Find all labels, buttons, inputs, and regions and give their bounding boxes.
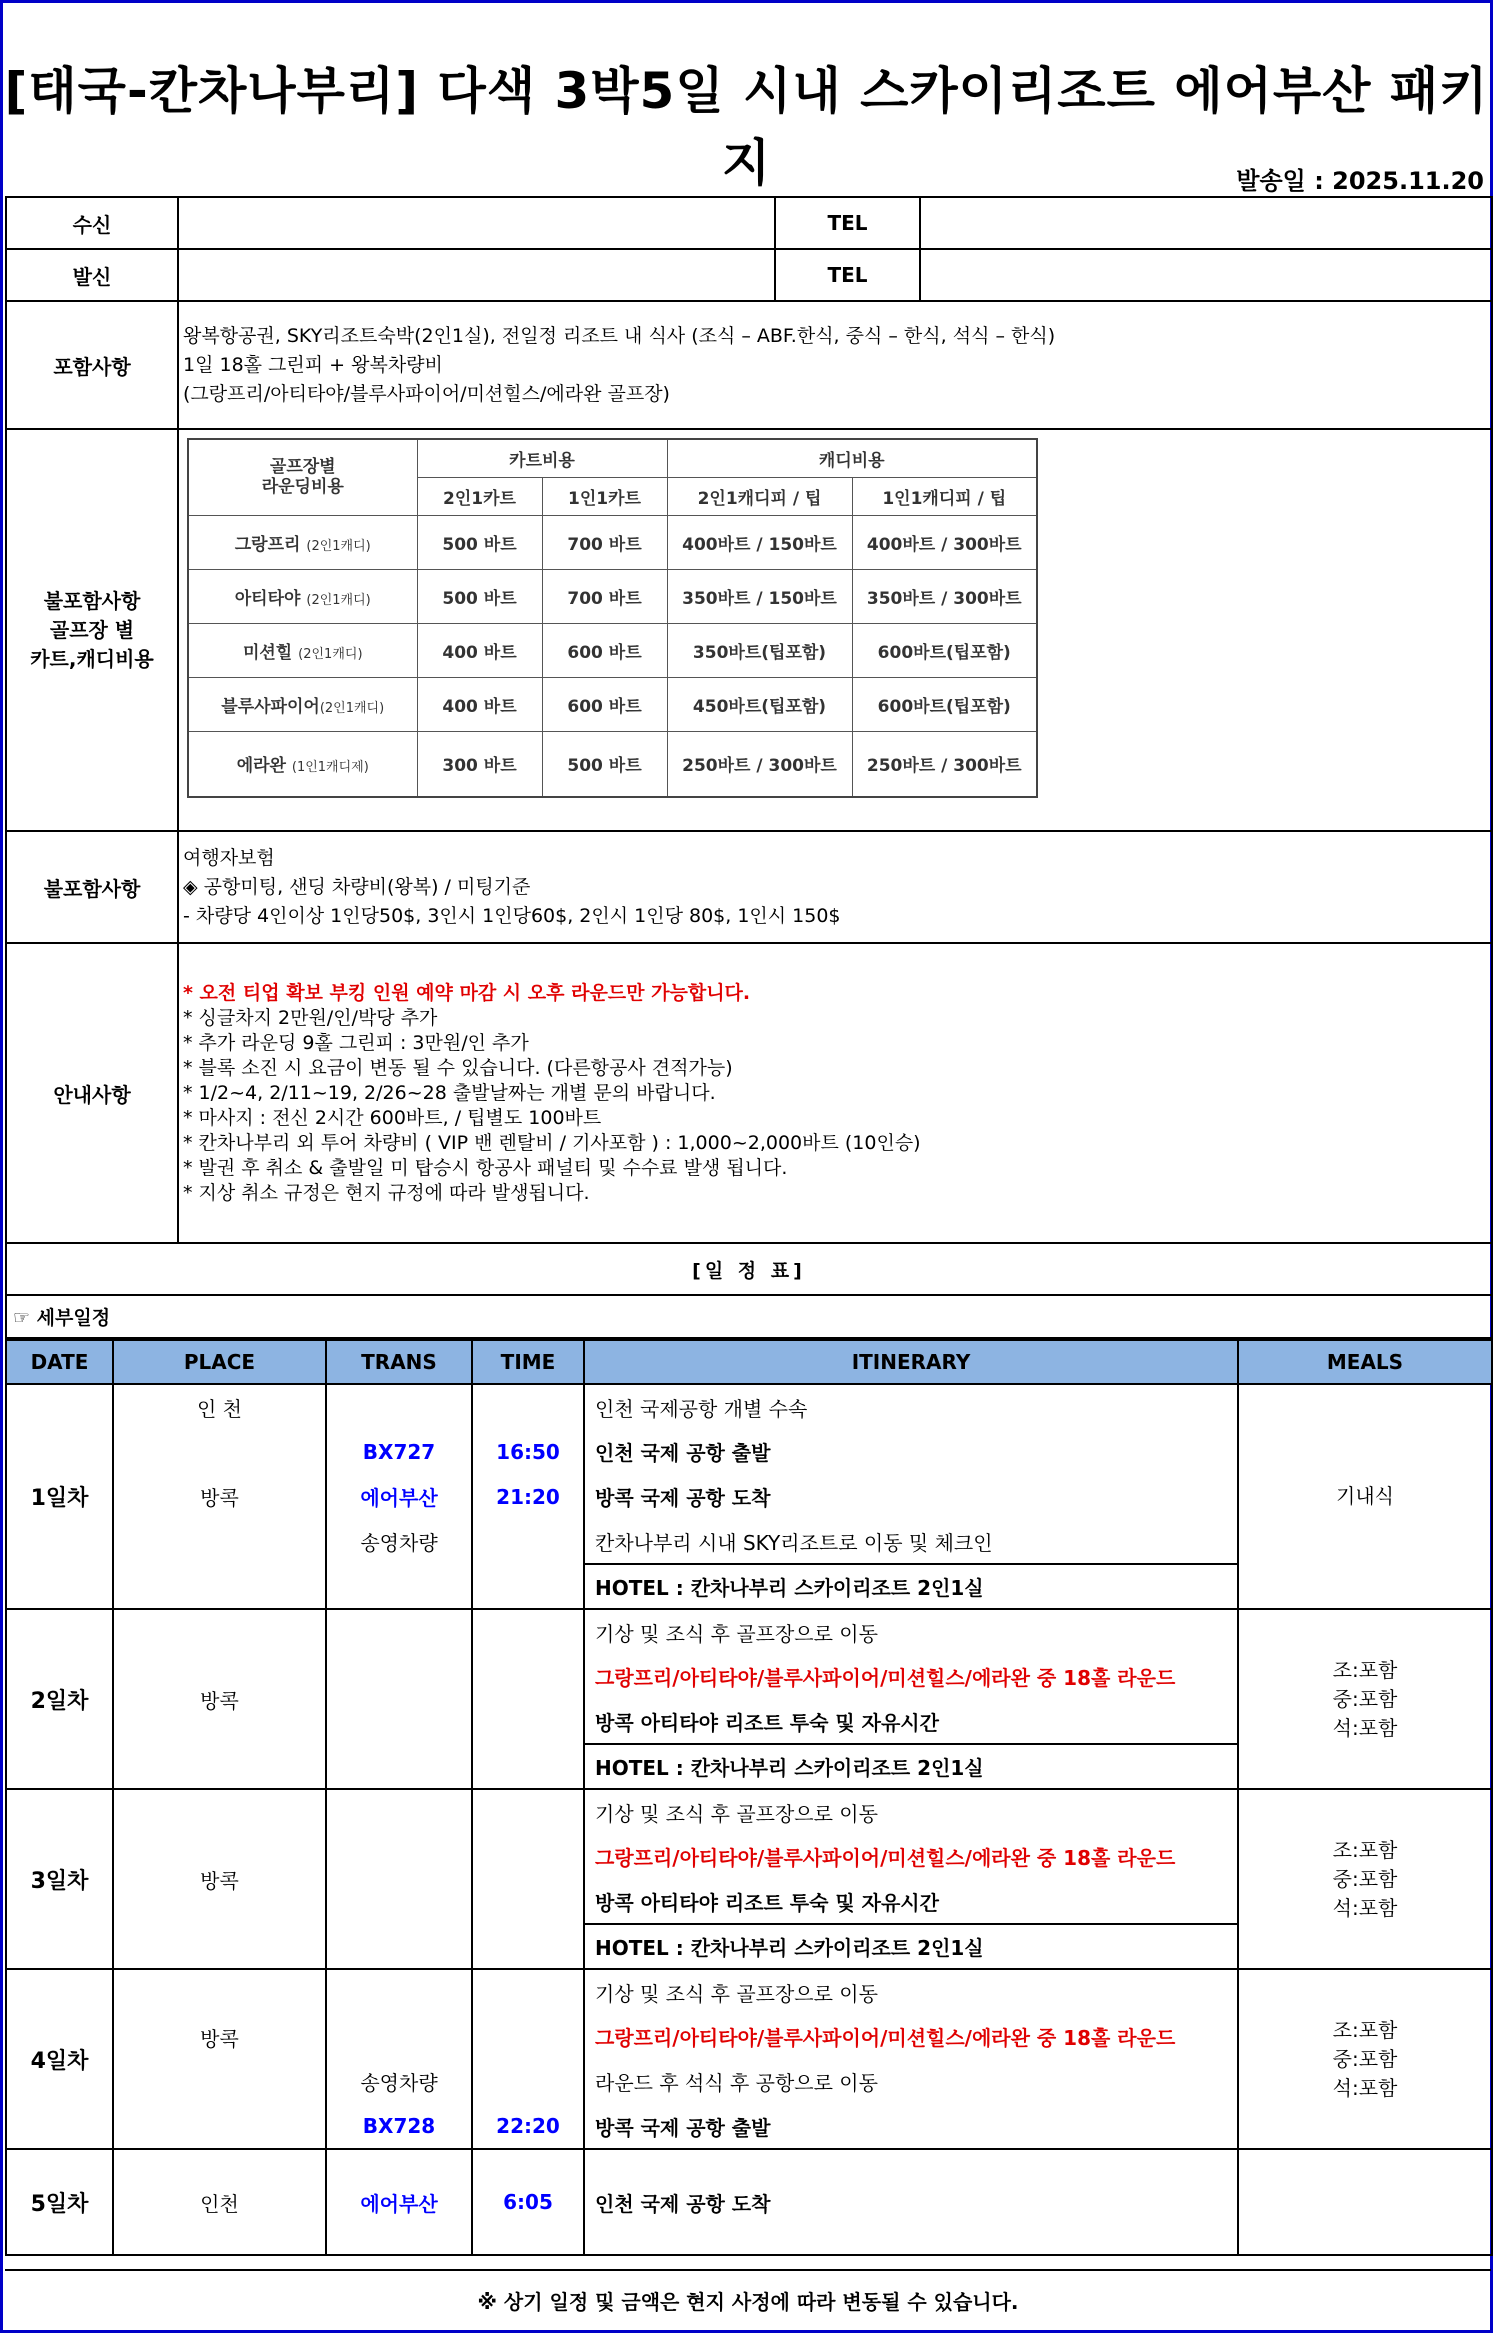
- golf-course-name: [188, 623, 417, 677]
- day3-itinerary: 방콕 아티타야 리조트 투숙 및 자유시간: [584, 1879, 1238, 1924]
- day3-hotel: HOTEL : 칸차나부리 스카이리조트 2인1실: [584, 1924, 1238, 1969]
- cart-cost-header: 카트비용: [417, 439, 667, 477]
- notice-row: [6, 943, 1492, 1243]
- day1-place-empty: [113, 1429, 326, 1474]
- excluded-label: 불포함사항: [6, 831, 178, 943]
- day4-time-empty: [472, 1969, 584, 2014]
- day1-itinerary: 방콕 국제 공항 도착: [584, 1474, 1238, 1519]
- schedule-title: [일 정 표]: [6, 1243, 1492, 1295]
- day3-meal: 조:포함: [1332, 1837, 1398, 1862]
- header-place: PLACE: [113, 1340, 326, 1384]
- day4-time-empty: [472, 2059, 584, 2104]
- day2-itinerary: 기상 및 조식 후 골프장으로 이동: [584, 1609, 1238, 1654]
- day1-row: [6, 1384, 1492, 1429]
- golf-course-name: [188, 677, 417, 731]
- day2-row: [6, 1609, 1492, 1654]
- notice-line: * 칸차나부리 외 투어 차량비 ( VIP 밴 렌탈비 / 기사포함 ) : 1,000~2,000바트 (10인승): [183, 1131, 921, 1154]
- day2-meal: 석:포함: [1332, 1715, 1398, 1740]
- excluded-golf-label: [6, 429, 178, 831]
- golf-row: [188, 623, 1037, 677]
- notice-content: [178, 943, 1492, 1243]
- day1-time-empty: [472, 1519, 584, 1564]
- day3-trans: [326, 1789, 472, 1969]
- golf-row: [188, 677, 1037, 731]
- golf-cell: 600바트(팁포함): [852, 623, 1037, 677]
- day4-flight: BX728: [326, 2104, 472, 2149]
- golf-cost-table: [187, 438, 1038, 798]
- day4-depart-time: 22:20: [472, 2104, 584, 2149]
- header-meals: MEALS: [1238, 1340, 1492, 1384]
- golf-corner-line: 골프장별: [269, 457, 336, 478]
- excluded-content: [178, 831, 1492, 943]
- day2-trans: [326, 1609, 472, 1789]
- day1-airline: 에어부산: [326, 1474, 472, 1519]
- day1-place-empty: [113, 1564, 326, 1609]
- day4-time-empty: [472, 2014, 584, 2059]
- recipient-label: 수신: [6, 197, 178, 249]
- day1-trans-empty: [326, 1564, 472, 1609]
- day4-trans-empty: [326, 1969, 472, 2014]
- sender-label: 발신: [6, 249, 178, 301]
- golf-course-name: [188, 569, 417, 623]
- day3-row: [6, 1789, 1492, 1834]
- itinerary-header-row: [6, 1340, 1492, 1384]
- header-area: [3, 3, 1490, 198]
- day3-itinerary: 기상 및 조식 후 골프장으로 이동: [584, 1789, 1238, 1834]
- golf-cell: 700 바트: [542, 569, 667, 623]
- recipient-tel-label: TEL: [775, 197, 920, 249]
- excluded-golf-label-line: 골프장 별: [49, 617, 135, 642]
- golf-corner-header: [188, 439, 417, 515]
- golf-cell: 250바트 / 300바트: [852, 731, 1037, 797]
- day1-time-empty: [472, 1564, 584, 1609]
- day3-date: 3일차: [6, 1789, 113, 1969]
- golf-course-name: [188, 515, 417, 569]
- day2-date: 2일차: [6, 1609, 113, 1789]
- golf-sub-header: 2인1캐디피 / 팁: [667, 477, 852, 515]
- golf-cell: 400바트 / 300바트: [852, 515, 1037, 569]
- header-itinerary: ITINERARY: [584, 1340, 1238, 1384]
- golf-cell: 350바트 / 150바트: [667, 569, 852, 623]
- day1-place-2: 방콕: [113, 1474, 326, 1519]
- golf-cell: 500 바트: [417, 569, 542, 623]
- golf-row: [188, 569, 1037, 623]
- day4-meal: 석:포함: [1332, 2075, 1398, 2100]
- day4-meal: 조:포함: [1332, 2017, 1398, 2042]
- day3-meal: 석:포함: [1332, 1895, 1398, 1920]
- notice-highlight: * 오전 티업 확보 부킹 인원 예약 마감 시 오후 라운드만 가능합니다.: [183, 981, 751, 1004]
- day1-itinerary: 인천 국제 공항 출발: [584, 1429, 1238, 1474]
- day2-place: 방콕: [113, 1609, 326, 1789]
- day1-trans-empty: [326, 1384, 472, 1429]
- golf-corner-line: 라운딩비용: [261, 477, 344, 498]
- sender-field[interactable]: [178, 249, 775, 301]
- day1-meals: 기내식: [1238, 1384, 1492, 1609]
- golf-cell: 500 바트: [417, 515, 542, 569]
- caddy-cost-header: 캐디비용: [667, 439, 1037, 477]
- golf-course-name: [188, 731, 417, 797]
- golf-cell: 250바트 / 300바트: [667, 731, 852, 797]
- day5-airline: 에어부산: [326, 2149, 472, 2255]
- golf-cell: 450바트(팁포함): [667, 677, 852, 731]
- day4-itinerary: 기상 및 조식 후 골프장으로 이동: [584, 1969, 1238, 2014]
- golf-cell: 400 바트: [417, 623, 542, 677]
- schedule-subtitle: ☞ 세부일정: [6, 1295, 1492, 1338]
- excluded-line: - 차량당 4인이상 1인당50$, 3인시 1인당60$, 2인시 1인당 80$, 1인시 150$: [183, 904, 841, 927]
- day2-meal: 중:포함: [1332, 1686, 1398, 1711]
- recipient-field[interactable]: [178, 197, 775, 249]
- golf-cell: 600 바트: [542, 623, 667, 677]
- day4-date: 4일차: [6, 1969, 113, 2149]
- day1-flight: BX727: [326, 1429, 472, 1474]
- send-date: 발송일 : 2025.11.20: [1236, 167, 1484, 195]
- golf-sub-header: 2인1카트: [417, 477, 542, 515]
- notice-line: * 싱글차지 2만원/인/박당 추가: [183, 1006, 438, 1029]
- notice-line: * 블록 소진 시 요금이 변동 될 수 있습니다. (다른항공사 견적가능): [183, 1056, 733, 1079]
- excluded-golf-label-line: 카트,캐디비용: [30, 646, 154, 671]
- day2-time: [472, 1609, 584, 1789]
- golf-course-label: 미션힐: [242, 642, 293, 663]
- sender-tel-label: TEL: [775, 249, 920, 301]
- day3-meal: 중:포함: [1332, 1866, 1398, 1891]
- day4-place-empty: [113, 2104, 326, 2149]
- day4-transfer: 송영차량: [326, 2059, 472, 2104]
- day4-itinerary: 방콕 국제 공항 출발: [584, 2104, 1238, 2149]
- day3-place: 방콕: [113, 1789, 326, 1969]
- golf-cell: 400바트 / 150바트: [667, 515, 852, 569]
- golf-course-label: 블루사파이어: [221, 696, 320, 717]
- day4-meal: 중:포함: [1332, 2046, 1398, 2071]
- golf-course-label: 에라완: [236, 756, 286, 777]
- golf-course-note: (2인1캐디): [298, 646, 363, 662]
- included-row: [6, 301, 1492, 429]
- excluded-row: [6, 831, 1492, 943]
- golf-course-label: 아티타야: [234, 588, 301, 609]
- day1-arrive-time: 21:20: [472, 1474, 584, 1519]
- day5-date: 5일차: [6, 2149, 113, 2255]
- day4-row: [6, 1969, 1492, 2014]
- golf-cell: 500 바트: [542, 731, 667, 797]
- day5-place: 인천: [113, 2149, 326, 2255]
- golf-course-note: (2인1캐디): [306, 538, 371, 554]
- golf-cell: 700 바트: [542, 515, 667, 569]
- footer-note: ※ 상기 일정 및 금액은 현지 사정에 따라 변동될 수 있습니다.: [5, 2269, 1491, 2331]
- header-time: TIME: [472, 1340, 584, 1384]
- day1-hotel: HOTEL : 칸차나부리 스카이리조트 2인1실: [584, 1564, 1238, 1609]
- day1-date: 1일차: [6, 1384, 113, 1609]
- notice-line: * 마사지 : 전신 2시간 600바트, / 팁별도 100바트: [183, 1106, 602, 1129]
- notice-line: * 발권 후 취소 & 출발일 미 탑승시 항공사 패널티 및 수수료 발생 됩니다.: [183, 1156, 788, 1179]
- day5-arrive-time: 6:05: [472, 2149, 584, 2255]
- notice-line: * 추가 라운딩 9홀 그린피 : 3만원/인 추가: [183, 1031, 529, 1054]
- golf-cell: 350바트(팁포함): [667, 623, 852, 677]
- day5-row: [6, 2149, 1492, 2255]
- day2-meal: 조:포함: [1332, 1657, 1398, 1682]
- day4-itinerary: 라운드 후 석식 후 공항으로 이동: [584, 2059, 1238, 2104]
- notice-label: 안내사항: [6, 943, 178, 1243]
- day1-time-empty: [472, 1384, 584, 1429]
- day1-place-empty: [113, 1519, 326, 1564]
- day1-itinerary: 칸차나부리 시내 SKY리조트로 이동 및 체크인: [584, 1519, 1238, 1564]
- day4-place: 방콕: [113, 1969, 326, 2104]
- sender-tel-field[interactable]: [920, 249, 1492, 301]
- golf-row: [188, 731, 1037, 797]
- included-label: 포함사항: [6, 301, 178, 429]
- golf-course-note: (2인1캐디): [306, 592, 371, 608]
- sender-row: [6, 249, 1492, 301]
- day1-itinerary: 인천 국제공항 개별 수속: [584, 1384, 1238, 1429]
- golf-cost-row: [6, 429, 1492, 831]
- excluded-golf-label-line: 불포함사항: [43, 588, 141, 613]
- schedule-subtitle-row: [6, 1295, 1492, 1338]
- golf-group-header-row: [188, 439, 1037, 477]
- day5-meals: [1238, 2149, 1492, 2255]
- recipient-row: [6, 197, 1492, 249]
- golf-course-note: (1인1캐디제): [291, 760, 369, 776]
- day1-transfer: 송영차량: [326, 1519, 472, 1564]
- day2-hotel: HOTEL : 칸차나부리 스카이리조트 2인1실: [584, 1744, 1238, 1789]
- golf-course-note: (2인1캐디): [319, 700, 385, 716]
- included-content: [178, 301, 1492, 429]
- golf-sub-header: 1인1카트: [542, 477, 667, 515]
- golf-cost-cell: [178, 429, 1492, 831]
- day4-trans-empty: [326, 2014, 472, 2059]
- included-line: 1일 18홀 그린피 + 왕복차량비: [183, 353, 443, 376]
- day5-itinerary: 인천 국제 공항 도착: [584, 2149, 1238, 2255]
- itinerary-table: [5, 1339, 1493, 2256]
- header-trans: TRANS: [326, 1340, 472, 1384]
- day3-time: [472, 1789, 584, 1969]
- golf-cell: 600 바트: [542, 677, 667, 731]
- excluded-line: 여행자보험: [183, 846, 275, 869]
- notice-line: * 1/2~4, 2/11~19, 2/26~28 출발날짜는 개별 문의 바랍니다.: [183, 1081, 716, 1104]
- info-table: [5, 196, 1493, 1339]
- day1-place-1: 인 천: [113, 1384, 326, 1429]
- notice-line: * 지상 취소 규정은 현지 규정에 따라 발생됩니다.: [183, 1181, 590, 1204]
- recipient-tel-field[interactable]: [920, 197, 1492, 249]
- included-line: 왕복항공권, SKY리조트숙박(2인1실), 전일정 리조트 내 식사 (조식 – ABF.한식, 중식 – 한식, 석식 – 한식): [183, 324, 1056, 347]
- golf-course-label: 그랑프리: [234, 534, 301, 555]
- day1-depart-time: 16:50: [472, 1429, 584, 1474]
- day2-itinerary: 그랑프리/아티타야/블루사파이어/미션힐스/에라완 중 18홀 라운드: [584, 1654, 1238, 1699]
- golf-cell: 350바트 / 300바트: [852, 569, 1037, 623]
- golf-row: [188, 515, 1037, 569]
- included-line: (그랑프리/아티타야/블루사파이어/미션힐스/에라완 골프장): [183, 382, 670, 405]
- day2-meals: [1238, 1609, 1492, 1789]
- day3-itinerary: 그랑프리/아티타야/블루사파이어/미션힐스/에라완 중 18홀 라운드: [584, 1834, 1238, 1879]
- day4-meals: [1238, 1969, 1492, 2149]
- golf-cell: 300 바트: [417, 731, 542, 797]
- golf-sub-header: 1인1캐디피 / 팁: [852, 477, 1037, 515]
- golf-cell: 400 바트: [417, 677, 542, 731]
- day4-itinerary: 그랑프리/아티타야/블루사파이어/미션힐스/에라완 중 18홀 라운드: [584, 2014, 1238, 2059]
- excluded-line: ◈ 공항미팅, 샌딩 차량비(왕복) / 미팅기준: [183, 875, 531, 898]
- day3-meals: [1238, 1789, 1492, 1969]
- day2-itinerary: 방콕 아티타야 리조트 투숙 및 자유시간: [584, 1699, 1238, 1744]
- schedule-title-row: [6, 1243, 1492, 1295]
- golf-cell: 600바트(팁포함): [852, 677, 1037, 731]
- page-title: [태국-칸차나부리] 다색 3박5일 시내 스카이리조트 에어부산 패키지: [4, 62, 1489, 192]
- header-date: DATE: [6, 1340, 113, 1384]
